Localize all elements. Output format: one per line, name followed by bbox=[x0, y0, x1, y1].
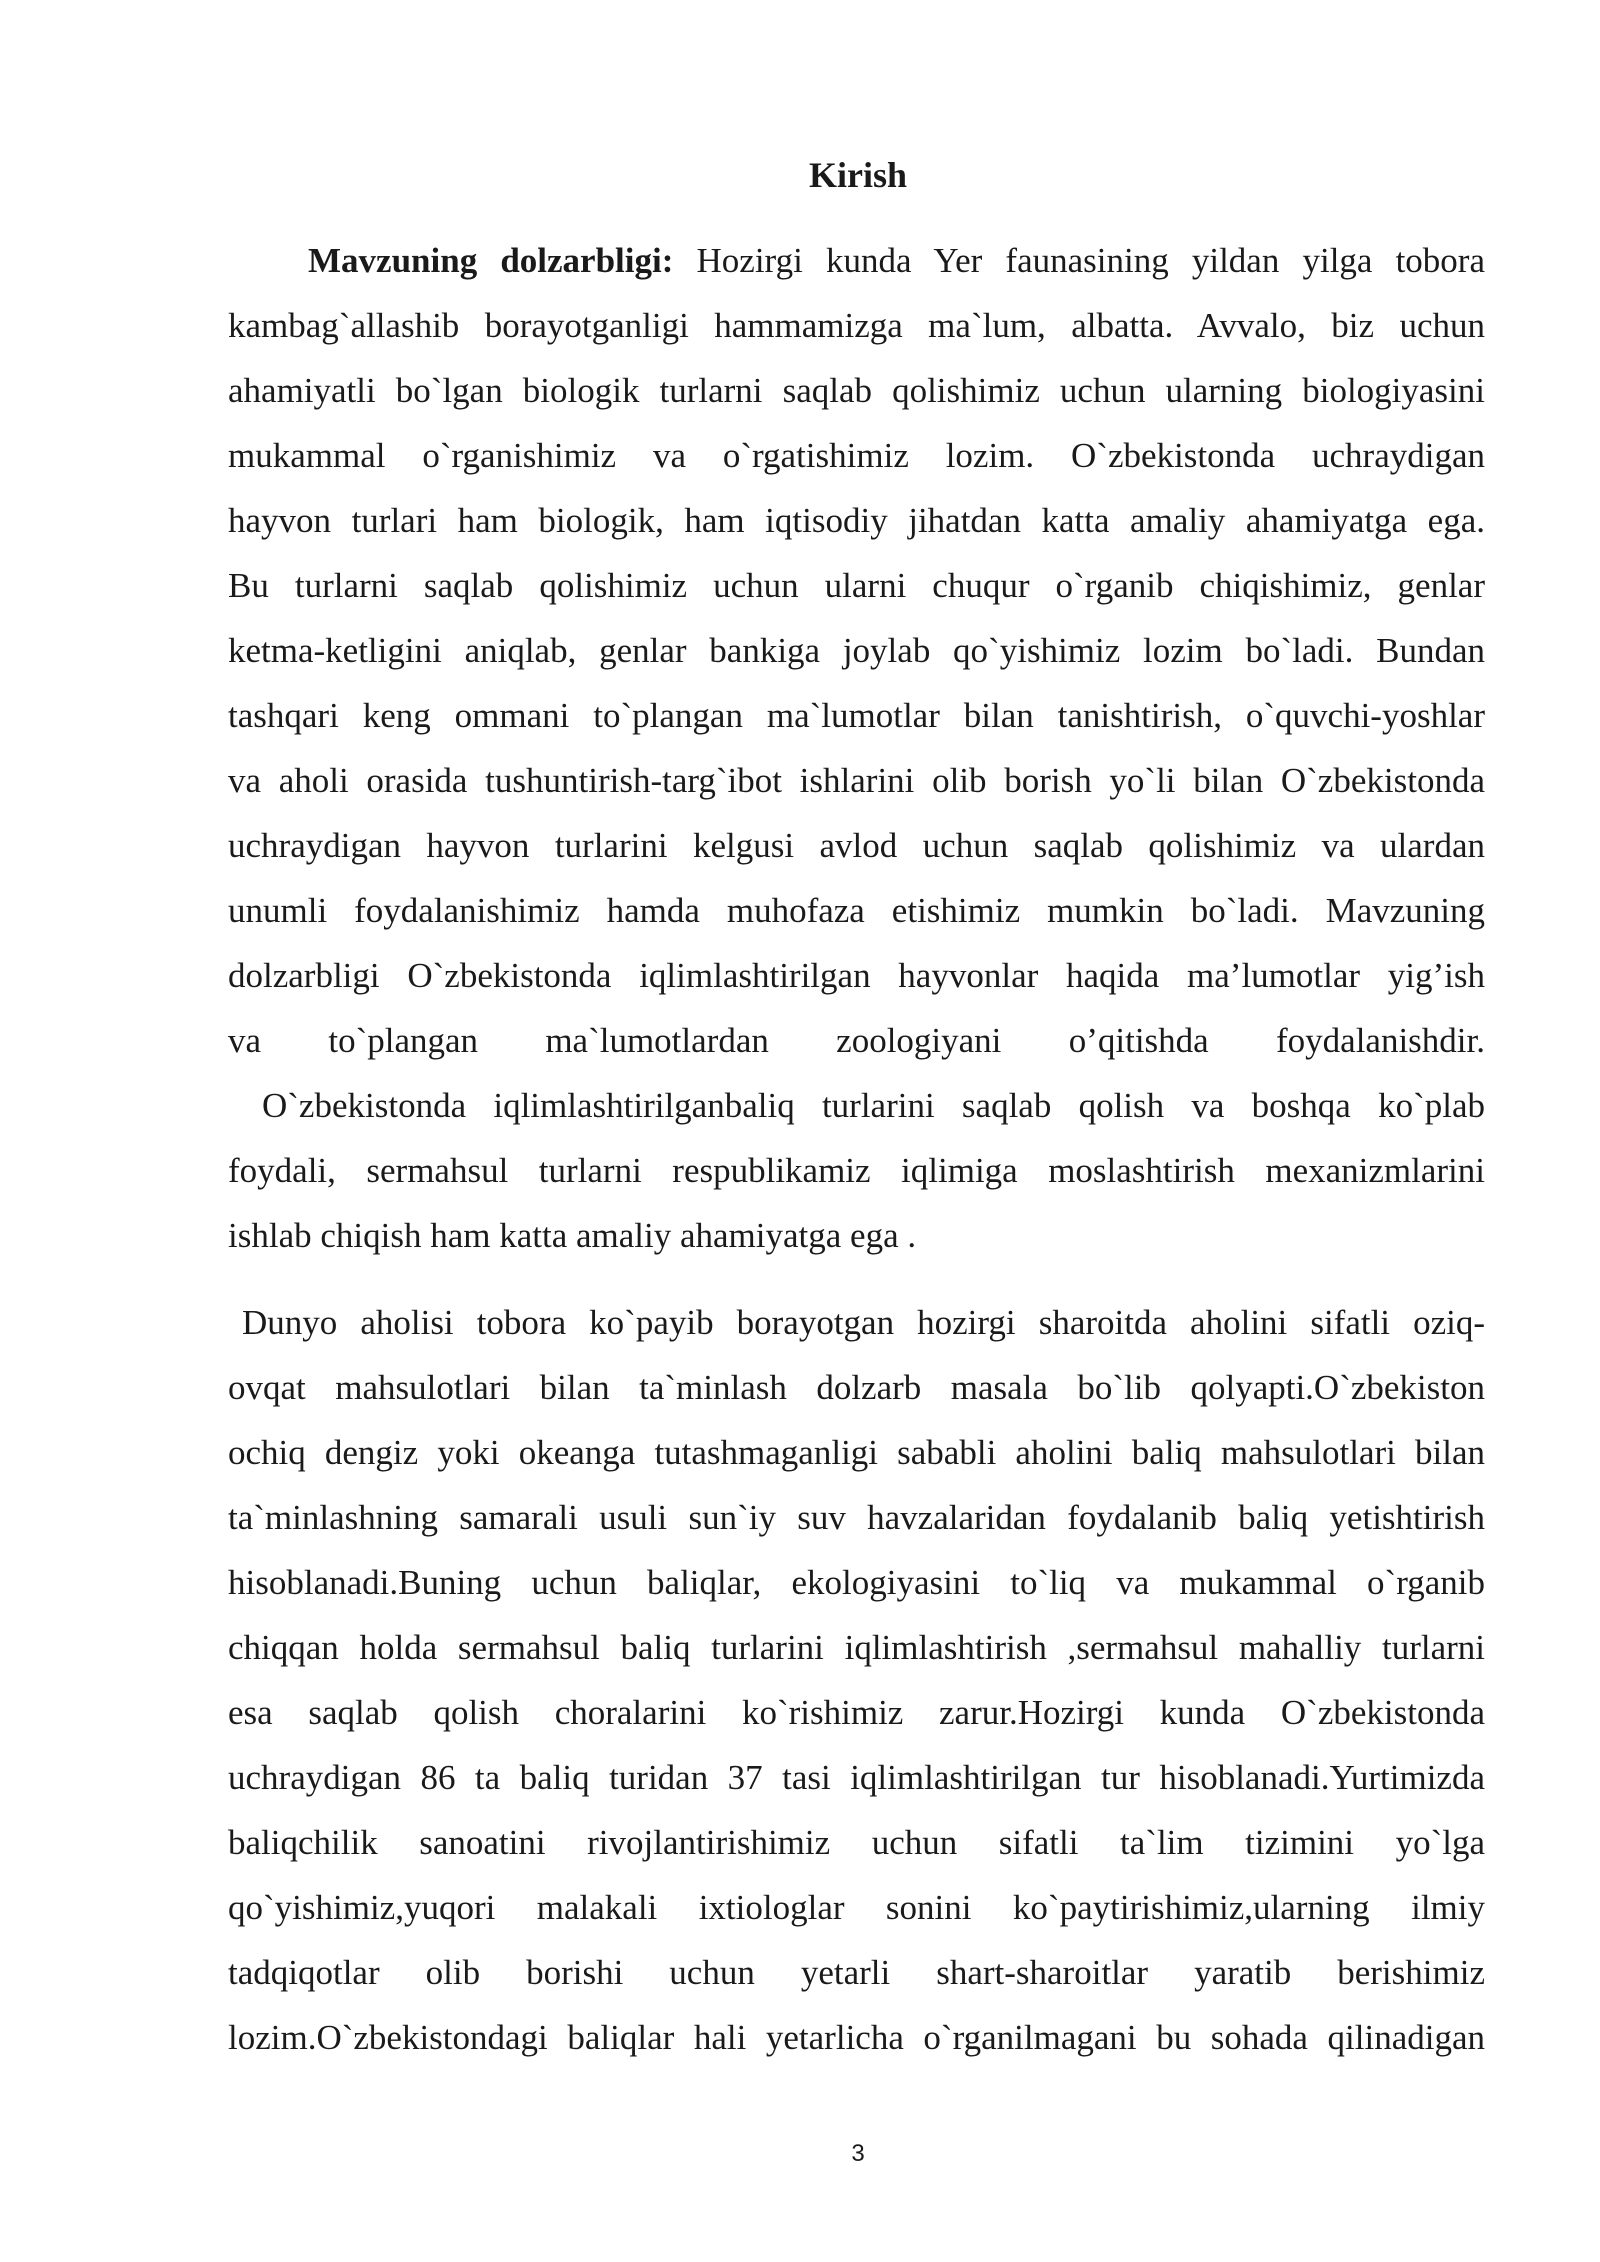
paragraph-line: tadqiqotlar olib borishi uchun yetarli shart-sharoitlar yaratib berishimiz bbox=[228, 1953, 1485, 1992]
paragraph-line: ta`minlashning samarali usuli sun`iy suv havzalaridan foydalanib baliq yetishtirish bbox=[228, 1498, 1485, 1537]
paragraph-fish-supply bbox=[228, 1290, 1485, 2070]
paragraph-line: qo`yishimiz,yuqori malakali ixtiologlar sonini ko`paytirishimiz,ularning ilmiy bbox=[228, 1888, 1485, 1927]
paragraph-line: lozim.O`zbekistondagi baliqlar hali yetarlicha o`rganilmagani bu sohada qilinadigan bbox=[228, 2018, 1485, 2057]
paragraph-line: uchraydigan hayvon turlarini kelgusi avlod uchun saqlab qolishimiz va ulardan bbox=[228, 826, 1485, 865]
paragraph-line: ketma-ketligini aniqlab, genlar bankiga joylab qo`yishimiz lozim bo`ladi. Bundan bbox=[228, 631, 1485, 670]
page-number: 3 bbox=[851, 2140, 865, 2167]
paragraph-line: chiqqan holda sermahsul baliq turlarini iqlimlashtirish ,sermahsul mahalliy turlarni bbox=[228, 1628, 1485, 1667]
paragraph-line: esa saqlab qolish choralarini ko`rishimiz zarur.Hozirgi kunda O`zbekistonda bbox=[228, 1693, 1485, 1732]
paragraph-line: tashqari keng ommani to`plangan ma`lumotlar bilan tanishtirish, o`quvchi-yoshlar bbox=[228, 696, 1485, 735]
paragraph-line: uchraydigan 86 ta baliq turidan 37 tasi iqlimlashtirilgan tur hisoblanadi.Yurtimizda bbox=[228, 1758, 1485, 1797]
paragraph-relevance bbox=[228, 228, 1485, 1268]
paragraph-line: hayvon turlari ham biologik, ham iqtisodiy jihatdan katta amaliy ahamiyatga ega. bbox=[228, 501, 1485, 540]
paragraph-lead-label: Mavzuning dolzarbligi: bbox=[308, 241, 674, 280]
paragraph-line: foydali, sermahsul turlarni respublikamiz iqlimiga moslashtirish mexanizmlarini bbox=[228, 1151, 1485, 1190]
page-heading: Kirish bbox=[808, 155, 907, 195]
paragraph-line: va aholi orasida tushuntirish-targ`ibot ishlarini olib borish yo`li bilan O`zbekistonda bbox=[228, 761, 1485, 800]
paragraph-line-text: Hozirgi kunda Yer faunasining yildan yilga tobora bbox=[673, 241, 1485, 280]
paragraph-line bbox=[228, 228, 1485, 293]
paragraph-line: ahamiyatli bo`lgan biologik turlarni saqlab qolishimiz uchun ularning biologiyasini bbox=[228, 371, 1485, 410]
paragraph-line: hisoblanadi.Buning uchun baliqlar, ekologiyasini to`liq va mukammal o`rganib bbox=[228, 1563, 1485, 1602]
paragraph-line: unumli foydalanishimiz hamda muhofaza etishimiz mumkin bo`ladi. Mavzuning bbox=[228, 891, 1485, 930]
paragraph-line: dolzarbligi O`zbekistonda iqlimlashtirilgan hayvonlar haqida ma’lumotlar yig’ish bbox=[228, 956, 1485, 995]
paragraph-line: Bu turlarni saqlab qolishimiz uchun ularni chuqur o`rganib chiqishimiz, genlar bbox=[228, 566, 1485, 605]
paragraph-line: Dunyo aholisi tobora ko`payib borayotgan hozirgi sharoitda aholini sifatli oziq- bbox=[242, 1303, 1485, 1342]
paragraph-line: ishlab chiqish ham katta amaliy ahamiyatga ega . bbox=[228, 1216, 917, 1255]
paragraph-line: kambag`allashib borayotganligi hammamizga ma`lum, albatta. Avvalo, biz uchun bbox=[228, 306, 1485, 345]
paragraph-line: ovqat mahsulotlari bilan ta`minlash dolzarb masala bo`lib qolyapti.O`zbekiston bbox=[228, 1368, 1485, 1407]
paragraph-line: va to`plangan ma`lumotlardan zoologiyani o’qitishda foydalanishdir. bbox=[228, 1021, 1485, 1060]
paragraph-line: baliqchilik sanoatini rivojlantirishimiz uchun sifatli ta`lim tizimini yo`lga bbox=[228, 1823, 1485, 1862]
paragraph-line: ochiq dengiz yoki okeanga tutashmaganligi sababli aholini baliq mahsulotlari bilan bbox=[228, 1433, 1485, 1472]
paragraph-line: mukammal o`rganishimiz va o`rgatishimiz lozim. O`zbekistonda uchraydigan bbox=[228, 436, 1485, 475]
paragraph-line: O`zbekistonda iqlimlashtirilganbaliq turlarini saqlab qolish va boshqa ko`plab bbox=[262, 1086, 1485, 1125]
